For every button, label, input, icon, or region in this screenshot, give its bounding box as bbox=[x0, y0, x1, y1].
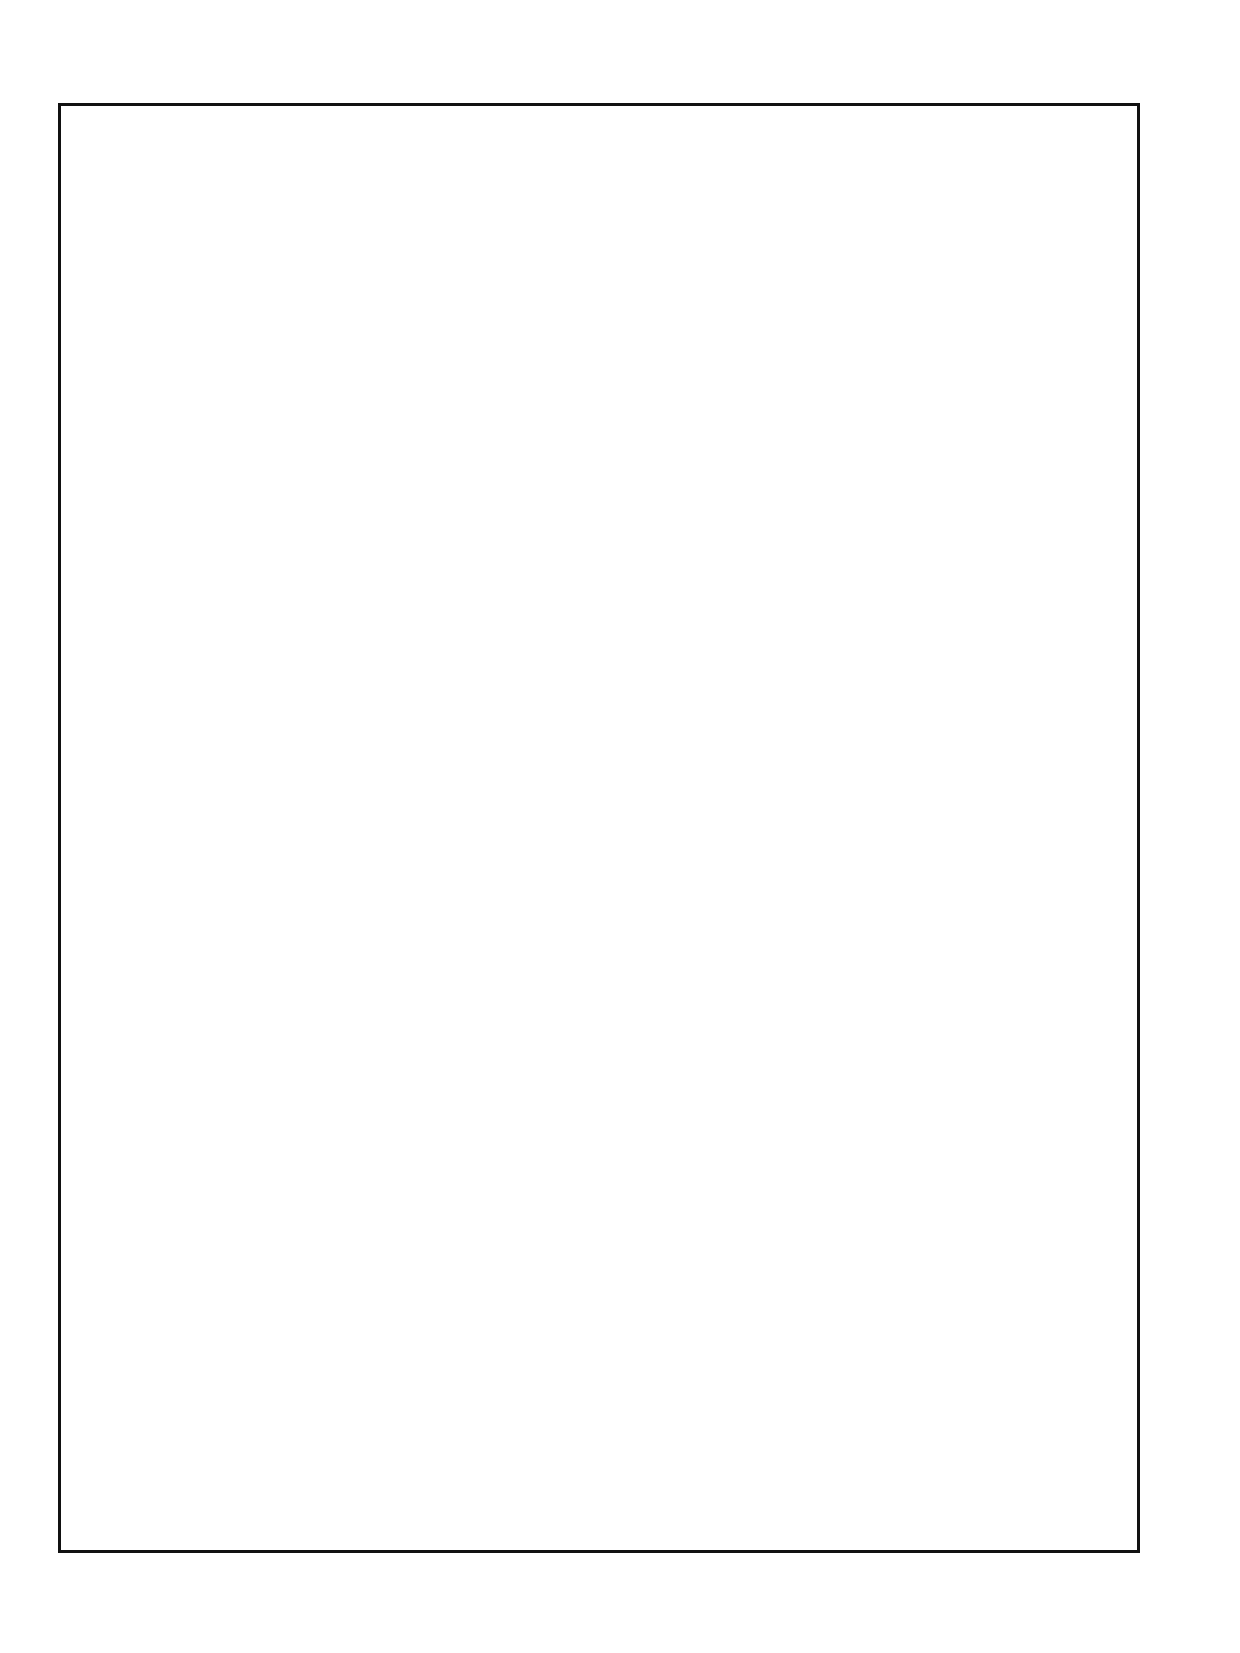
menu-table bbox=[58, 103, 1140, 1553]
